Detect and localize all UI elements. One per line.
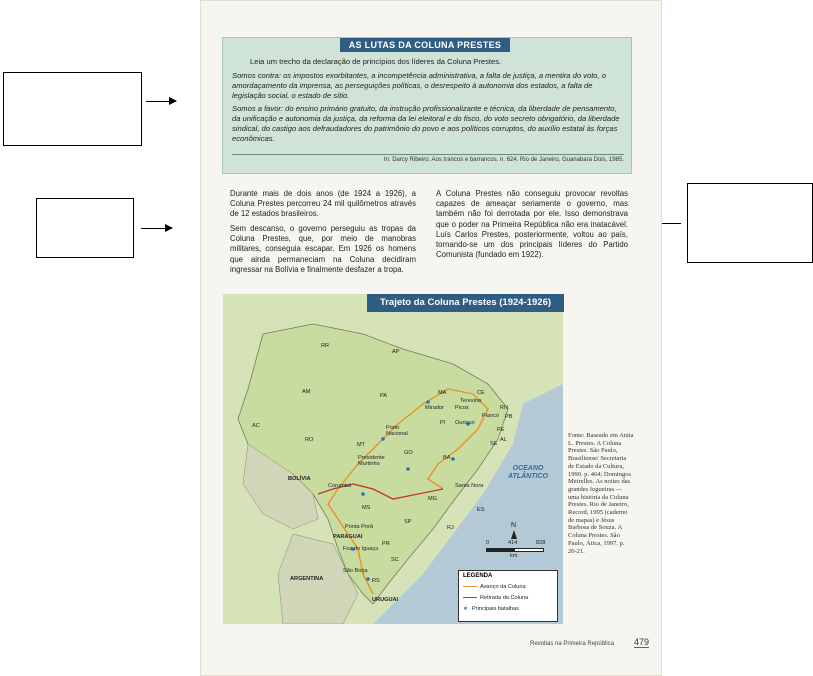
- state-label: SC: [391, 557, 399, 563]
- state-label: PI: [440, 420, 446, 426]
- map-legend: [458, 570, 558, 622]
- state-label: RR: [321, 343, 330, 349]
- north-arrow: [511, 530, 517, 539]
- city-label: Ouricuri: [455, 420, 475, 426]
- scale-mid: 414: [508, 540, 518, 546]
- state-label: RS: [372, 578, 380, 584]
- state-label: SE: [490, 441, 498, 447]
- state-label: RN: [500, 405, 509, 411]
- city-label: Porto Nacional: [386, 425, 408, 437]
- right-paragraph-1: A Coluna Prestes não conseguiu provocar revoltas capazes de ameaçar seriamente o governo, mas também não foi derrotada por ele. Isso demonstrava que o poder na Primeira República não era inatacável. Luís Carlos Prestes, posteriormente, voltou ao país, tornando-se um dos principais líderes do Partido Comunista (fundado em 1922).: [436, 189, 628, 260]
- quote-intro: Leia um trecho da declaração de princípios dos líderes da Coluna Prestes.: [250, 57, 502, 66]
- state-label: AM: [302, 389, 311, 395]
- quote-box-title: AS LUTAS DA COLUNA PRESTES: [340, 38, 510, 52]
- quote-favor: Somos a favor: do ensino primário gratuito, da instrução profissionalizante e técnica, da liberdade de pensamento, da unificação e autonomia da justiça, da reforma da lei eleitoral e do fisco, do voto secreto obrigatório, da liberdade sindical, do castigo aos defraudadores do patrimônio do povo e aos políticos corruptos, do auxílio estatal às forças econômicas.: [232, 104, 620, 144]
- state-label: BA: [443, 455, 451, 461]
- scale-max: 828: [536, 540, 546, 546]
- page-number: 479: [634, 637, 650, 647]
- legend-label-avanco: Avanço da Coluna: [480, 584, 526, 590]
- left-paragraph-1: Durante mais de dois anos (de 1924 a 1926), a Coluna Prestes percorreu 24 mil quilômetros através de 12 estados brasileiros.: [230, 189, 416, 219]
- state-label: PA: [380, 393, 388, 399]
- city-label: Ponta Porã: [345, 524, 373, 530]
- quote-contra: Somos contra: os impostos exorbitantes, a incompetência administrativa, a falta de justiça, a mentira do voto, o amordaçamento da imprensa, as perseguições políticas, o desrespeito à autonomia dos estados, a falta de legislação social, o estado de sítio.: [232, 71, 606, 101]
- state-label: SP: [404, 519, 412, 525]
- country-label-bolivia: BOLÍVIA: [288, 476, 311, 482]
- ocean-label: OCEANO ATLÂNTICO: [508, 465, 548, 480]
- state-label: AL: [500, 437, 507, 443]
- city-label: Corumbá: [328, 483, 352, 489]
- state-label: AC: [252, 423, 260, 429]
- quote-divider: [232, 154, 624, 155]
- country-label-paraguai: PARAGUAI: [333, 534, 363, 540]
- legend-item-retirada: [463, 595, 528, 601]
- arrow-to-quote-box: [146, 101, 176, 102]
- legend-item-avanco: [463, 584, 526, 590]
- city-label: Picos: [455, 405, 469, 411]
- scale-unit: km: [510, 553, 518, 559]
- scale-bar: [486, 548, 544, 552]
- annotation-box-right: [687, 183, 813, 263]
- quote-source: In: Darcy Ribeiro. Aos trancos e barrancos. n. 624. Rio de Janeiro, Guanabara Dois, 1985.: [383, 157, 624, 163]
- legend-label-batalhas: Principais batalhas: [472, 606, 519, 612]
- annotation-box-top-left: [3, 72, 142, 146]
- state-label: GO: [404, 450, 413, 456]
- state-label: AP: [392, 349, 400, 355]
- state-label: PB: [505, 414, 513, 420]
- city-label: Piancó: [482, 413, 500, 419]
- city-label: Presidente Murtinho: [358, 455, 385, 467]
- annotation-box-middle-left: [36, 198, 134, 258]
- state-label: PR: [382, 541, 390, 547]
- state-label: MT: [357, 442, 366, 448]
- legend-item-batalhas: [463, 606, 519, 612]
- legend-label-retirada: Retirada da Coluna: [480, 595, 529, 601]
- state-label: PE: [497, 427, 505, 433]
- state-label: RJ: [447, 525, 454, 531]
- state-label: ES: [477, 507, 485, 513]
- page-footer: Revoltas na Primeira República: [530, 641, 615, 647]
- map-title: Trajeto da Coluna Prestes (1924-1926): [367, 294, 564, 312]
- star-icon: ★: [463, 606, 469, 612]
- state-label: RO: [305, 437, 314, 443]
- state-label: CE: [477, 390, 485, 396]
- scale-zero: 0: [486, 540, 490, 546]
- map-source: Fonte: Baseado em Anita L. Prestes. A Coluna Prestes. São Paulo, Brasiliense/ Secretaria de Estado da Cultura, 1990. p. 464; Domingos Meirelles. As noites das grandes fogueiras — uma história da Coluna Prestes. Rio de Janeiro, Record, 1995 (caderno de mapas) e Jésus Barbosa de Souza. A Coluna Prestes. São Paulo, Ática, 1997. p. 20-21.: [568, 432, 634, 555]
- country-label-uruguai: URUGUAI: [372, 597, 399, 603]
- city-label: Mirador: [425, 405, 444, 411]
- state-label: MG: [428, 496, 438, 502]
- north-label: N: [511, 522, 517, 529]
- state-label: MS: [362, 505, 371, 511]
- city-label: Teresina: [460, 398, 482, 404]
- city-label: São Borja: [343, 568, 368, 574]
- left-paragraph-2: Sem descanso, o governo perseguiu as tropas da Coluna Prestes, que, por meio de manobras militares, conseguia escapar. Em 1926 os homens que ainda permaneciam na Coluna decidiram ingressar na Bolívia e finalmente desfazer a tropa.: [230, 224, 416, 274]
- city-label: Foz do Iguaçu: [343, 546, 379, 552]
- country-label-argentina: ARGENTINA: [290, 576, 324, 582]
- state-label: MA: [438, 390, 447, 396]
- legend-title: LEGENDA: [463, 573, 493, 579]
- arrow-to-left-column: [141, 228, 172, 229]
- city-label: Santa Nora: [455, 483, 484, 489]
